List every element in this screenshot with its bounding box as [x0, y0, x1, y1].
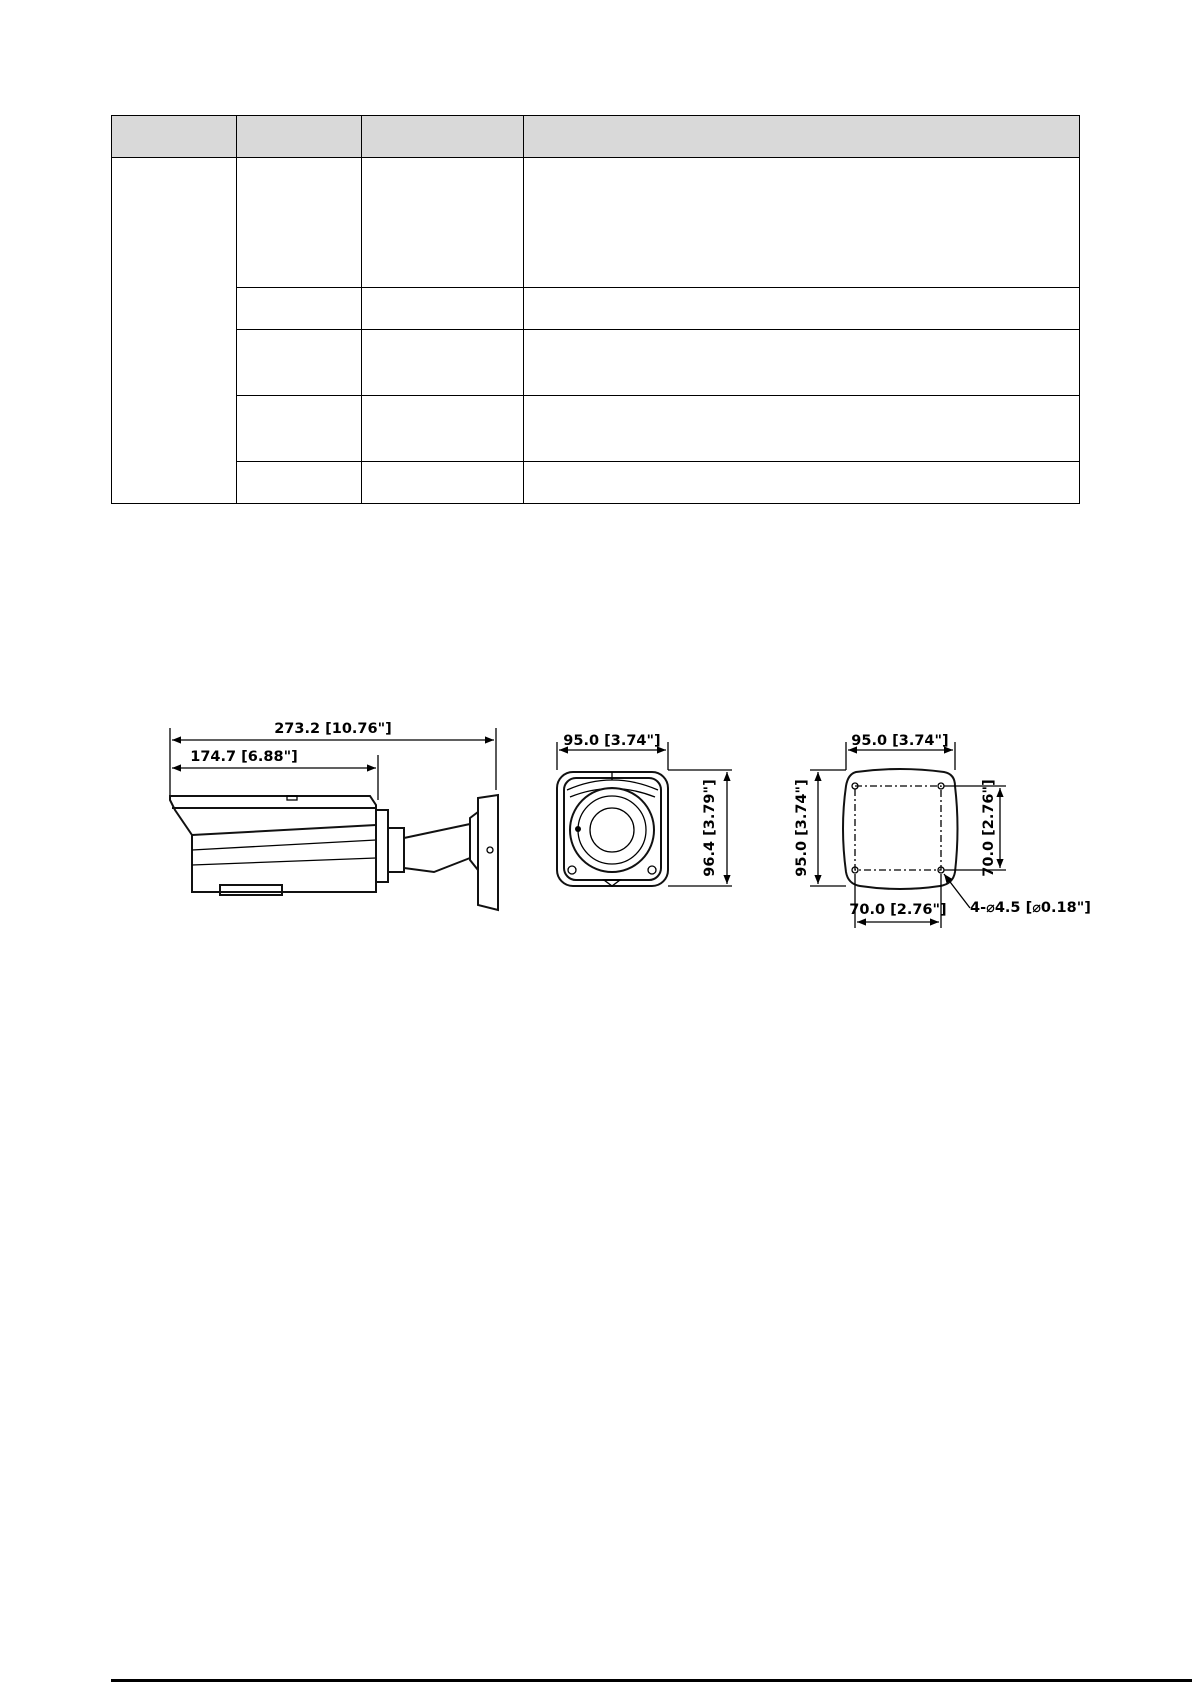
table-row	[112, 396, 1080, 462]
mount-width-label: 95.0 [3.74"]	[851, 733, 949, 749]
hole-spacing-horizontal-label: 70.0 [2.76"]	[849, 902, 947, 918]
front-height-label: 96.4 [3.79"]	[702, 779, 718, 877]
table-cell	[362, 330, 524, 396]
dimension-drawing	[0, 700, 1192, 950]
table-cell	[524, 158, 1080, 288]
table-row	[112, 288, 1080, 330]
table-cell	[362, 288, 524, 330]
camera-side-body	[170, 795, 498, 910]
hole-spacing-vertical-label: 70.0 [2.76"]	[981, 779, 997, 877]
table-cell	[524, 330, 1080, 396]
header-cell-2	[237, 116, 362, 158]
camera-front-body	[557, 772, 668, 886]
table-header-row	[112, 116, 1080, 158]
table-cell	[237, 158, 362, 288]
table-cell	[524, 288, 1080, 330]
header-cell-1	[112, 116, 237, 158]
table-cell	[362, 396, 524, 462]
mount-plate-outline	[843, 769, 958, 889]
table-row	[112, 158, 1080, 288]
table-cell	[237, 330, 362, 396]
table-row	[112, 330, 1080, 396]
hole-spec-leader	[944, 874, 970, 908]
front-width-label: 95.0 [3.74"]	[563, 733, 661, 749]
table-cell	[237, 288, 362, 330]
hole-spec-label: 4-⌀4.5 [⌀0.18"]	[970, 900, 1091, 916]
table-cell	[237, 396, 362, 462]
front-view	[557, 733, 732, 886]
table-cell	[362, 158, 524, 288]
table-row	[112, 462, 1080, 504]
table-cell	[237, 462, 362, 504]
table-cell	[362, 462, 524, 504]
table-cell-group	[112, 158, 237, 504]
header-cell-3	[362, 116, 524, 158]
overall-length-label: 273.2 [10.76"]	[274, 721, 392, 737]
table-cell	[524, 462, 1080, 504]
spec-table	[111, 115, 1080, 504]
mount-height-label: 95.0 [3.74"]	[794, 779, 810, 877]
header-cell-4	[524, 116, 1080, 158]
mount-view	[794, 733, 1091, 928]
side-view	[170, 721, 498, 910]
body-length-label: 174.7 [6.88"]	[190, 749, 298, 765]
hole-pattern-outline	[855, 786, 941, 870]
page-footer-rule	[111, 1679, 1192, 1682]
table-cell	[524, 396, 1080, 462]
